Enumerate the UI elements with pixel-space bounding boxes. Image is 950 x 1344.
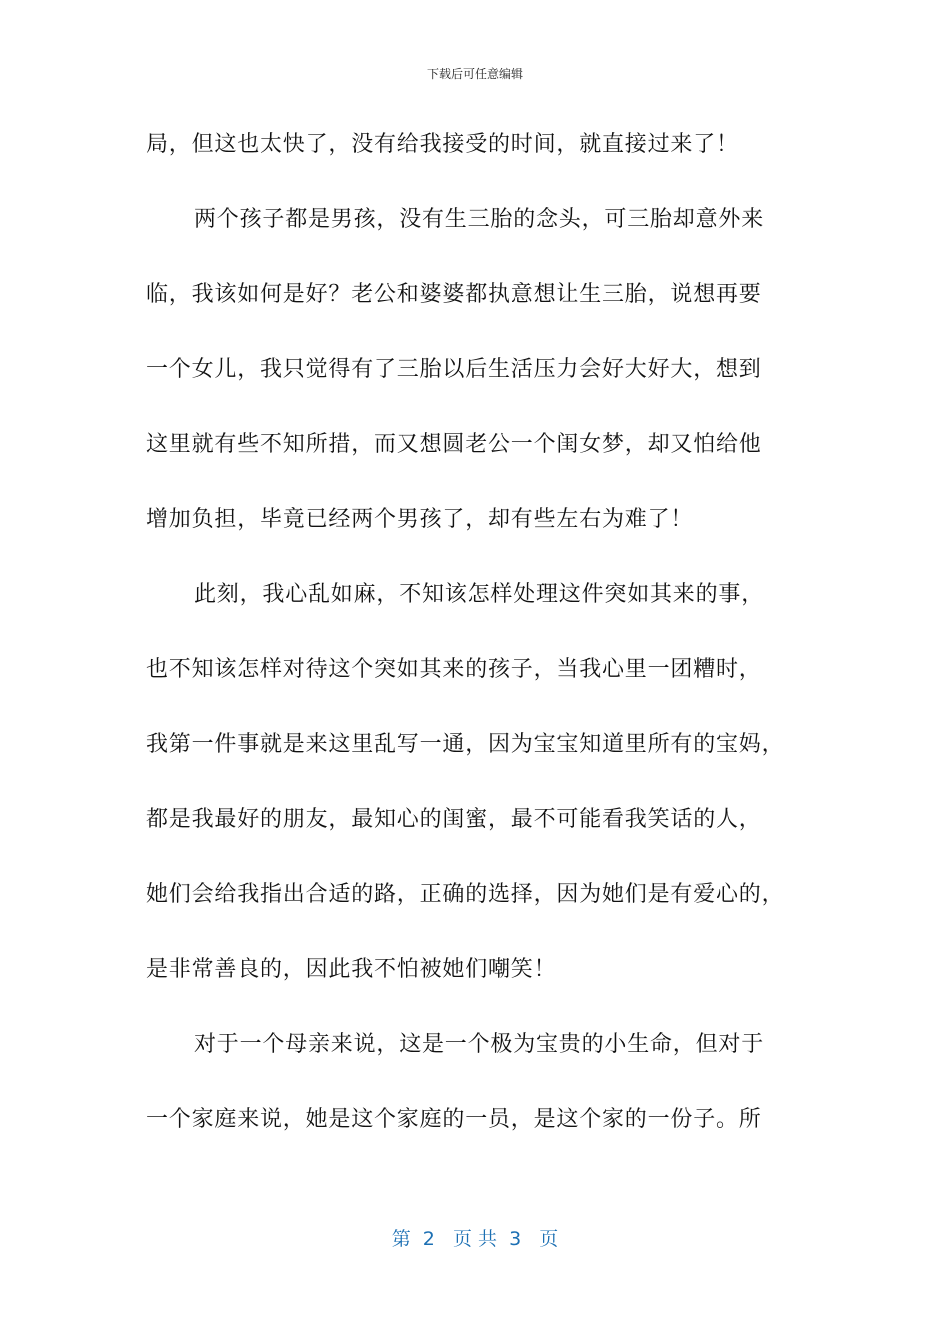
- page-number-footer: 第 2 页 共 3 页: [391, 1228, 559, 1250]
- paragraph-start-line: 两个孩子都是男孩，没有生三胎的念头，可三胎却意外来: [194, 207, 765, 232]
- document-body: [146, 120, 826, 1170]
- paragraph-start-line: 对于一个母亲来说，这是一个极为宝贵的小生命，但对于: [194, 1032, 765, 1057]
- text-line: 临，我该如何是好？老公和婆婆都执意想让生三胎，说想再要: [146, 282, 762, 307]
- text-line: 都是我最好的朋友，最知心的闺蜜，最不可能看我笑话的人，: [146, 807, 762, 832]
- text-line: 也不知该怎样对待这个突如其来的孩子，当我心里一团糟时，: [146, 657, 762, 682]
- text-line: 一个家庭来说，她是这个家庭的一员，是这个家的一份子。所: [146, 1107, 762, 1132]
- text-line: 增加负担，毕竟已经两个男孩了，却有些左右为难了！: [146, 507, 694, 532]
- text-line: 我第一件事就是来这里乱写一通，因为宝宝知道里所有的宝妈，: [146, 732, 785, 757]
- text-line: 一个女儿，我只觉得有了三胎以后生活压力会好大好大，想到: [146, 357, 762, 382]
- paragraph-start-line: 此刻，我心乱如麻，不知该怎样处理这件突如其来的事，: [194, 582, 765, 607]
- page-header: 下载后可任意编辑: [426, 67, 523, 81]
- text-line: 这里就有些不知所措，而又想圆老公一个闺女梦，却又怕给他: [146, 432, 762, 457]
- text-line: 是非常善良的，因此我不怕被她们嘲笑！: [146, 957, 557, 982]
- text-line: 她们会给我指出合适的路，正确的选择，因为她们是有爱心的，: [146, 882, 785, 907]
- text-line: 局，但这也太快了，没有给我接受的时间，就直接过来了！: [146, 132, 739, 157]
